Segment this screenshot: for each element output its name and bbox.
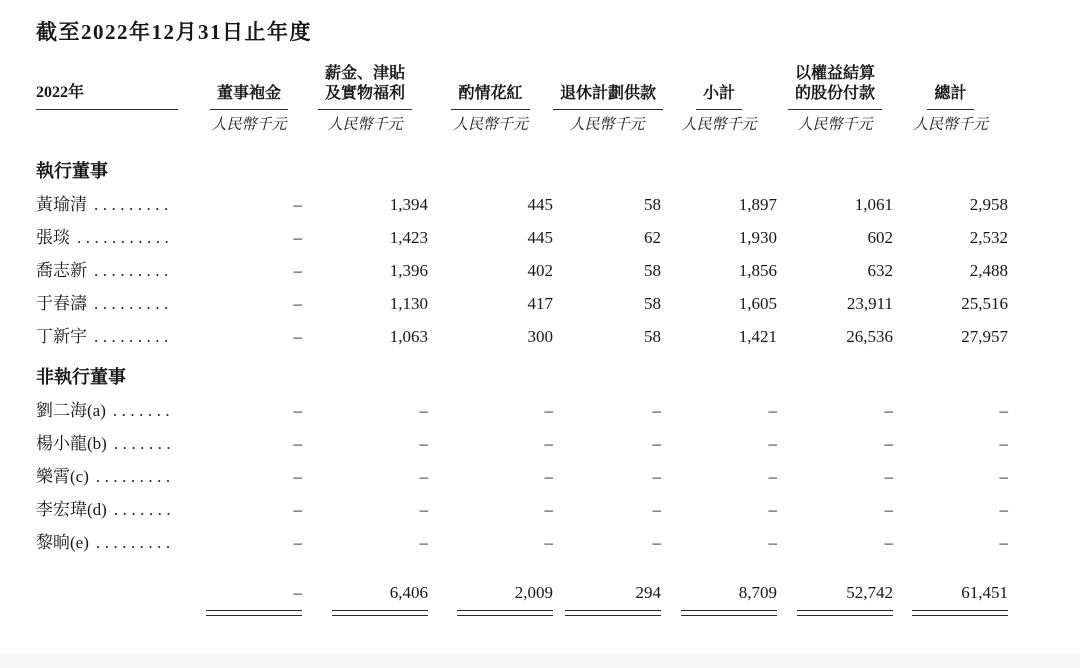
value-cell: 1,605 xyxy=(738,293,777,313)
value-cell: – xyxy=(293,326,302,346)
value-cell: 602 xyxy=(867,227,893,247)
value-cell: – xyxy=(884,499,893,519)
value-cell: – xyxy=(293,227,302,247)
value-cell: – xyxy=(419,433,428,453)
value-cell: 1,061 xyxy=(854,194,893,214)
column-header-total xyxy=(893,64,1008,147)
total-value-cell: 294 xyxy=(635,583,661,602)
header-row xyxy=(36,64,1008,147)
table-row xyxy=(36,287,1008,320)
director-name: 黎晌(e) xyxy=(36,532,89,552)
header-line: 總計 xyxy=(934,85,967,102)
year-label: 2022年 xyxy=(36,83,178,110)
page-title: 截至2022年12月31日止年度 xyxy=(36,20,312,44)
column-header-salaries-allowances-benefits xyxy=(302,64,428,147)
column-header-year xyxy=(36,64,196,147)
table-body xyxy=(36,147,1008,618)
director-name: 丁新宇 xyxy=(36,326,87,346)
value-cell: – xyxy=(544,499,553,519)
header-line: 小計 xyxy=(702,85,735,102)
value-cell: 1,130 xyxy=(389,293,428,313)
value-cell: – xyxy=(544,466,553,486)
value-cell: 27,957 xyxy=(961,326,1008,346)
table-row xyxy=(36,221,1008,254)
column-header-director-fees xyxy=(196,64,302,147)
value-cell: 402 xyxy=(527,260,553,280)
header-line: 薪金、津貼 xyxy=(324,65,405,82)
column-header-discretionary-bonus xyxy=(428,64,553,147)
value-cell: – xyxy=(652,400,661,420)
value-cell: – xyxy=(999,532,1008,552)
directors-remuneration-table xyxy=(36,64,1008,618)
value-cell: – xyxy=(999,433,1008,453)
header-line: 退休計劃供款 xyxy=(560,85,657,102)
value-cell: 58 xyxy=(644,194,661,214)
double-rule xyxy=(565,610,661,616)
unit-label: 人民幣千元 xyxy=(452,117,528,133)
value-cell: – xyxy=(999,466,1008,486)
table-row xyxy=(36,254,1008,287)
total-value-cell: 2,009 xyxy=(514,583,553,602)
double-rule xyxy=(206,610,302,616)
value-cell: – xyxy=(293,400,302,420)
value-cell: – xyxy=(652,466,661,486)
value-cell: – xyxy=(293,499,302,519)
value-cell: 1,856 xyxy=(738,260,777,280)
section-heading-label: 執行董事 xyxy=(36,161,108,181)
total-row-spacer xyxy=(36,559,196,610)
value-cell: 58 xyxy=(644,260,661,280)
column-header-retirement-scheme-contributions xyxy=(553,64,661,147)
value-cell: 300 xyxy=(527,326,553,346)
value-cell: – xyxy=(293,194,302,214)
value-cell: – xyxy=(884,433,893,453)
header-line: 酌情花紅 xyxy=(458,85,523,102)
header-line: 以權益結算 xyxy=(794,65,875,82)
director-name-cell xyxy=(36,287,196,320)
director-name-cell xyxy=(36,254,196,287)
unit-label: 人民幣千元 xyxy=(327,117,403,133)
dot-leader: ......... xyxy=(94,194,173,214)
value-cell: 1,423 xyxy=(389,227,428,247)
value-cell: 1,897 xyxy=(738,194,777,214)
value-cell: 445 xyxy=(527,194,553,214)
director-name: 樂霄(c) xyxy=(36,466,89,486)
director-name: 楊小龍(b) xyxy=(36,433,107,453)
value-cell: – xyxy=(768,466,777,486)
header-line: 董事袍金 xyxy=(216,85,281,102)
total-row xyxy=(36,559,1008,610)
column-header-equity-settled-share-payments xyxy=(777,64,893,147)
value-cell: – xyxy=(419,499,428,519)
value-cell: 26,536 xyxy=(846,326,893,346)
double-rule xyxy=(332,610,428,616)
section-heading-label: 非執行董事 xyxy=(36,367,126,387)
unit-label: 人民幣千元 xyxy=(569,117,645,133)
value-cell: 2,958 xyxy=(969,194,1008,214)
value-cell: 632 xyxy=(867,260,893,280)
director-name: 于春濤 xyxy=(36,293,87,313)
value-cell: 58 xyxy=(644,326,661,346)
value-cell: 2,532 xyxy=(969,227,1008,247)
dot-leader: ......... xyxy=(94,326,173,346)
value-cell: – xyxy=(768,532,777,552)
dot-leader: ......... xyxy=(94,260,173,280)
director-name-cell xyxy=(36,320,196,353)
total-value-cell: 52,742 xyxy=(846,583,893,602)
page-bottom-strip xyxy=(0,653,1080,668)
table-row xyxy=(36,493,1008,526)
value-cell: – xyxy=(419,400,428,420)
director-name-cell xyxy=(36,427,196,460)
double-rule xyxy=(681,610,777,616)
director-name: 喬志新 xyxy=(36,260,87,280)
dot-leader: ......... xyxy=(95,532,175,552)
table-row xyxy=(36,460,1008,493)
value-cell: 445 xyxy=(527,227,553,247)
value-cell: 23,911 xyxy=(846,293,893,313)
dot-leader: ........... xyxy=(77,227,174,247)
value-cell: – xyxy=(419,532,428,552)
table-row xyxy=(36,394,1008,427)
value-cell: – xyxy=(293,433,302,453)
value-cell: 2,488 xyxy=(969,260,1008,280)
director-name: 劉二海(a) xyxy=(36,400,106,420)
unit-label: 人民幣千元 xyxy=(912,117,988,133)
table-row xyxy=(36,320,1008,353)
value-cell: – xyxy=(884,466,893,486)
double-rule xyxy=(797,610,893,616)
dot-leader: ....... xyxy=(113,499,176,519)
column-header-subtotal xyxy=(661,64,777,147)
table-header xyxy=(36,64,1008,147)
director-name-cell xyxy=(36,526,196,559)
unit-label: 人民幣千元 xyxy=(797,117,873,133)
value-cell: – xyxy=(999,499,1008,519)
table-row xyxy=(36,427,1008,460)
value-cell: – xyxy=(544,400,553,420)
unit-label: 人民幣千元 xyxy=(211,117,287,133)
dot-leader: ......... xyxy=(94,293,173,313)
value-cell: – xyxy=(652,499,661,519)
director-name-cell xyxy=(36,394,196,427)
value-cell: – xyxy=(544,433,553,453)
total-value-cell: 61,451 xyxy=(961,583,1008,602)
value-cell: – xyxy=(999,400,1008,420)
unit-label: 人民幣千元 xyxy=(681,117,757,133)
value-cell: 1,063 xyxy=(389,326,428,346)
director-name-cell xyxy=(36,493,196,526)
value-cell: – xyxy=(768,400,777,420)
total-value-cell: – xyxy=(293,583,302,602)
value-cell: – xyxy=(768,499,777,519)
value-cell: – xyxy=(652,532,661,552)
unit-spacer xyxy=(36,110,196,147)
value-cell: 1,396 xyxy=(389,260,428,280)
dot-leader: ....... xyxy=(113,433,176,453)
director-name-cell xyxy=(36,460,196,493)
value-cell: – xyxy=(544,532,553,552)
value-cell: – xyxy=(884,400,893,420)
section-heading-executive-directors xyxy=(36,147,1008,188)
table-row xyxy=(36,526,1008,559)
director-name-cell xyxy=(36,188,196,221)
value-cell: – xyxy=(293,466,302,486)
table-row xyxy=(36,188,1008,221)
value-cell: – xyxy=(652,433,661,453)
value-cell: – xyxy=(293,293,302,313)
section-heading-non-executive-directors xyxy=(36,353,1008,394)
value-cell: 25,516 xyxy=(961,293,1008,313)
director-name-cell xyxy=(36,221,196,254)
total-value-cell: 6,406 xyxy=(389,583,428,602)
value-cell: – xyxy=(293,260,302,280)
value-cell: 1,930 xyxy=(738,227,777,247)
director-name: 張琰 xyxy=(36,227,70,247)
director-name: 黃瑜清 xyxy=(36,194,87,214)
double-rule xyxy=(912,610,1008,616)
header-line: 及實物福利 xyxy=(324,85,405,102)
value-cell: 1,394 xyxy=(389,194,428,214)
double-rule xyxy=(457,610,553,616)
double-rule-row xyxy=(36,610,1008,618)
dot-leader: ....... xyxy=(112,400,175,420)
value-cell: 62 xyxy=(644,227,661,247)
value-cell: – xyxy=(293,532,302,552)
header-line: 的股份付款 xyxy=(794,85,875,102)
value-cell: – xyxy=(768,433,777,453)
total-value-cell: 8,709 xyxy=(738,583,777,602)
value-cell: 58 xyxy=(644,293,661,313)
value-cell: – xyxy=(884,532,893,552)
value-cell: 1,421 xyxy=(738,326,777,346)
value-cell: 417 xyxy=(527,293,553,313)
value-cell: – xyxy=(419,466,428,486)
director-name: 李宏瑋(d) xyxy=(36,499,107,519)
dot-leader: ......... xyxy=(95,466,175,486)
